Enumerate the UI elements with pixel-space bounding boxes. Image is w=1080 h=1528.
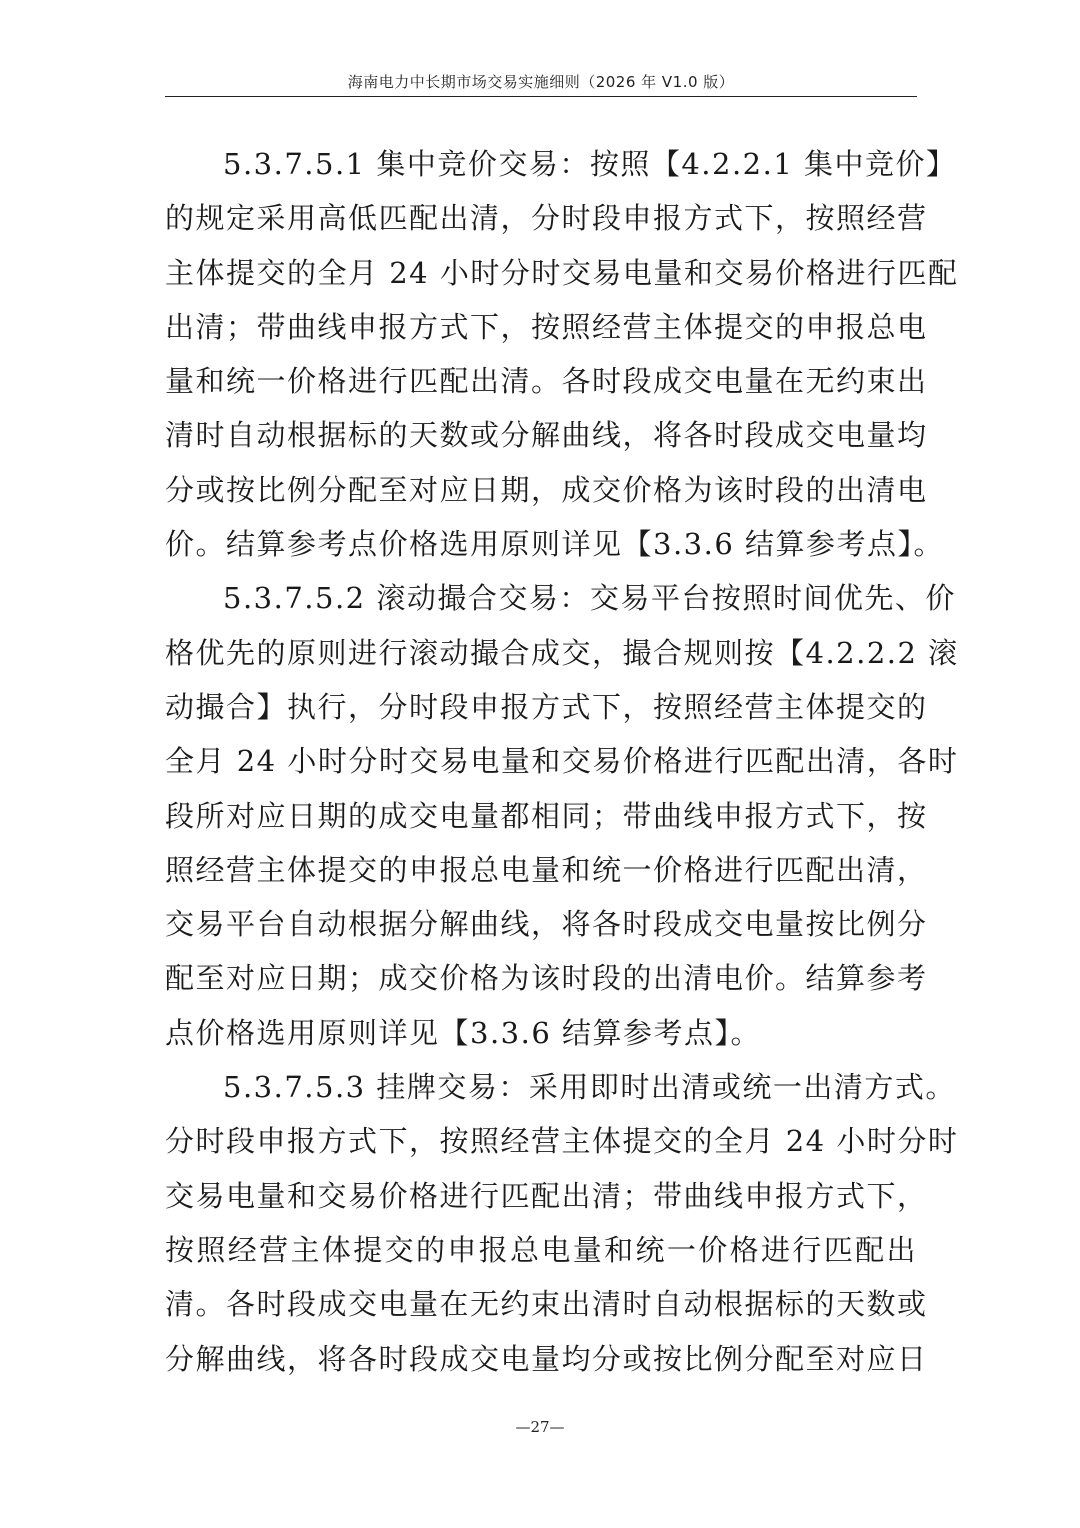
text-line: 清。各时段成交电量在无约束出清时自动根据标的天数或 [165, 1287, 928, 1322]
text-line: 主体提交的全月 24 小时分时交易电量和交易价格进行匹配 [165, 255, 959, 290]
text-line: 出清；带曲线申报方式下，按照经营主体提交的申报总电 [165, 309, 928, 344]
page-header [165, 70, 917, 97]
text-line: 段所对应日期的成交电量都相同；带曲线申报方式下，按 [165, 798, 928, 833]
text-line: 点价格选用原则详见【3.3.6 结算参考点】。 [165, 1015, 762, 1050]
text-line: 按照经营主体提交的申报总电量和统一价格进行匹配出 [165, 1232, 917, 1267]
text-line: 格优先的原则进行滚动撮合成交，撮合规则按【4.2.2.2 滚 [165, 635, 959, 670]
page-number: —27— [515, 1418, 565, 1436]
text-line: 全月 24 小时分时交易电量和交易价格进行匹配出清，各时 [165, 744, 959, 779]
text-line: 5.3.7.5.2 滚动撮合交易：交易平台按照时间优先、价 [223, 581, 956, 616]
text-line: 清时自动根据标的天数或分解曲线，将各时段成交电量均 [165, 418, 928, 453]
text-line: 5.3.7.5.3 挂牌交易：采用即时出清或统一出清方式。 [223, 1070, 956, 1105]
paragraph-5-3-7-5-2 [165, 571, 959, 1060]
text-line: 价。结算参考点价格选用原则详见【3.3.6 结算参考点】。 [165, 527, 945, 562]
document-body [165, 137, 959, 1386]
text-line: 动撮合】执行，分时段申报方式下，按照经营主体提交的 [165, 689, 928, 724]
text-line: 5.3.7.5.1 集中竞价交易：按照【4.2.2.1 集中竞价】 [223, 147, 957, 181]
text-line: 分或按比例分配至对应日期，成交价格为该时段的出清电 [165, 472, 928, 507]
document-title: 海南电力中长期市场交易实施细则（2026 年 V1.0 版） [347, 73, 735, 91]
text-line: 量和统一价格进行匹配出清。各时段成交电量在无约束出 [165, 364, 928, 399]
text-line: 交易平台自动根据分解曲线，将各时段成交电量按比例分 [165, 907, 928, 942]
text-line: 分解曲线，将各时段成交电量均分或按比例分配至对应日 [165, 1341, 928, 1376]
text-line: 配至对应日期；成交价格为该时段的出清电价。结算参考 [165, 961, 928, 996]
text-line: 交易电量和交易价格进行匹配出清；带曲线申报方式下， [165, 1178, 928, 1213]
paragraph-5-3-7-5-1 [165, 137, 959, 571]
text-line: 分时段申报方式下，按照经营主体提交的全月 24 小时分时 [165, 1124, 959, 1159]
text-line: 照经营主体提交的申报总电量和统一价格进行匹配出清， [165, 852, 928, 887]
paragraph-5-3-7-5-3 [165, 1060, 959, 1386]
text-line: 的规定采用高低匹配出清，分时段申报方式下，按照经营 [165, 201, 928, 236]
